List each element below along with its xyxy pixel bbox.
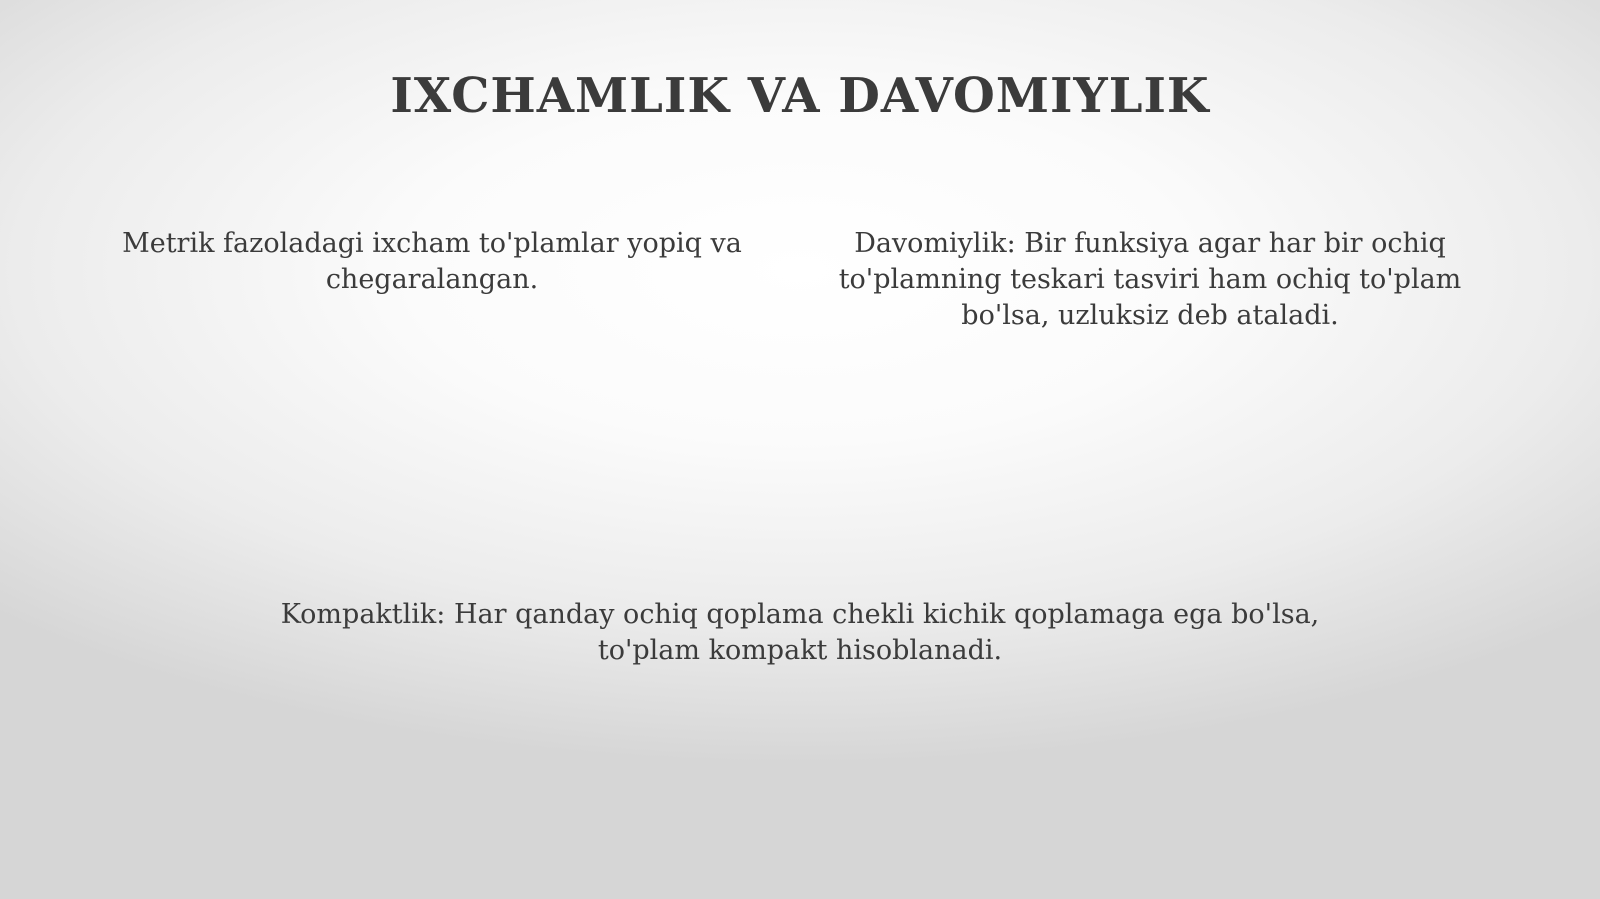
compactness-text: Kompaktlik: Har qanday ochiq qoplama chekli kichik qoplamaga ega bo'lsa, to'plam kompakt hisoblanadi. xyxy=(280,599,1320,666)
continuity-text: Davomiylik: Bir funksiya agar har bir ochiq to'plamning teskari tasviri ham ochiq to'plam bo'lsa, uzluksiz deb ataladi. xyxy=(838,228,1462,331)
compact-sets-text: Metrik fazoladagi ixcham to'plamlar yopiq va chegaralangan. xyxy=(122,228,742,295)
slide-title: IXCHAMLIK VA DAVOMIYLIK xyxy=(390,68,1210,124)
